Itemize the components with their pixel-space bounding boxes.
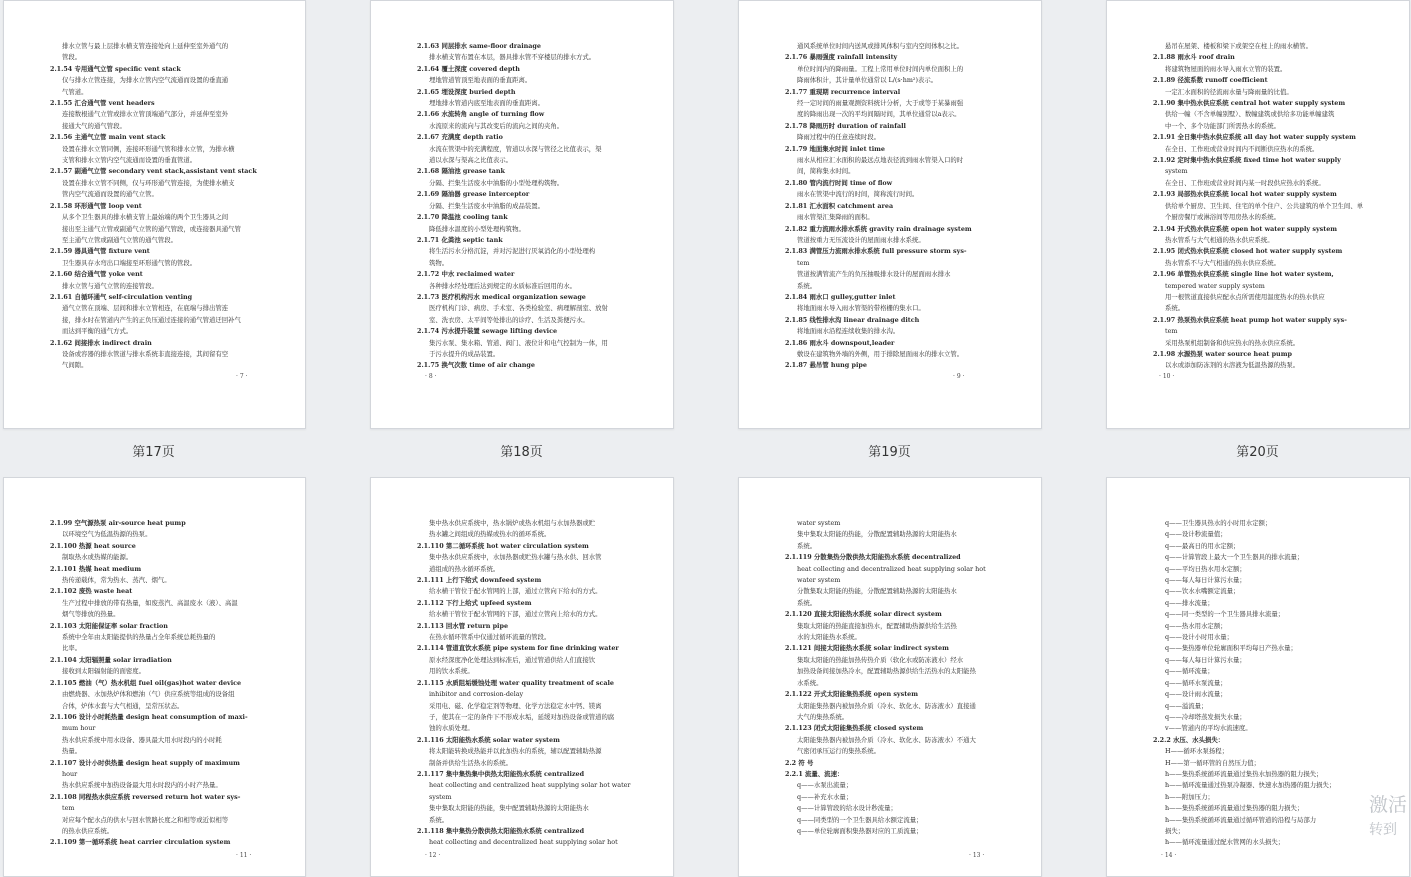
text-line: 气间隙。: [62, 361, 88, 370]
text-line: q——集热器单位轮廓面积平均每日产热水量；: [1165, 644, 1297, 653]
text-line: 集中集取太阳能的热能，分散配置辅助热源的太阳能热水: [797, 530, 957, 539]
page-thumbnail-21[interactable]: [3, 477, 306, 877]
text-line: water system: [797, 519, 841, 527]
page-text: [1153, 518, 1383, 849]
text-line: tem: [62, 804, 75, 813]
text-line: q——水泵出流量；: [797, 781, 853, 790]
text-line: 排水横支管布置在本层，器具排水管不穿楼层的排水方式。: [429, 53, 596, 62]
text-line: 2.1.123 闭式太阳能集热系统 closed system: [785, 724, 924, 733]
text-line: 集污水泵、集水箱、管道、阀门、液位计和电气控制为一体，用: [429, 338, 608, 347]
text-line: q——排水流量；: [1165, 598, 1214, 607]
text-line: 用的饮水系统。: [429, 667, 474, 676]
text-line: 系统。: [797, 541, 817, 550]
text-line: 2.1.79 地面集水时间 inlet time: [785, 144, 885, 153]
page-number: · 7 ·: [236, 373, 248, 380]
text-line: 接通大气的通气管段。: [62, 121, 126, 130]
page-text: [417, 518, 647, 849]
text-line: 2.1.102 废热 waste heat: [50, 587, 133, 596]
text-line: 管道按重力无压流设计的屋面雨水排水系统。: [797, 235, 925, 244]
text-line: q——循环水泵流量；: [1165, 678, 1227, 687]
text-line: 大气的集热系统。: [797, 712, 849, 721]
text-line: 道组成的热水循环系统。: [429, 564, 500, 573]
text-line: 间，简称集水时间。: [797, 167, 855, 176]
text-line: q——冷却塔蒸发损失水量；: [1165, 712, 1246, 721]
text-line: h——集热系统循环流量通过集热水加热器的阻力损失；: [1165, 769, 1323, 778]
page-caption-17[interactable]: 第17页: [132, 445, 175, 460]
text-line: 管段。: [62, 53, 82, 62]
text-line: 2.1.82 重力流雨水排水系统 gravity rain drainage system: [785, 224, 972, 233]
text-line: 供给单个厨房、卫生间、住宅的单个住户、公共建筑的单个卫生间、单: [1165, 201, 1364, 210]
text-line: 设置在排水立管同侧，连接环形通气管和排水立管，为排水横: [62, 144, 235, 153]
text-line: 2.1.91 全日集中热水供应系统 all day hot water supply system: [1153, 133, 1356, 142]
text-line: 经一定时间的雨量观测资料统计分析，大于或等于某暴雨强: [797, 99, 964, 108]
text-line: 个厨房餐厅或淋浴间等用房热水的系统。: [1165, 213, 1281, 222]
text-line: 2.1.94 开式热水供应系统 open hot water supply system: [1153, 224, 1338, 233]
page-number: · 13 ·: [969, 852, 985, 859]
text-line: 排水立管与最上层排水横支管连接处向上延伸至室外通气的: [62, 42, 229, 50]
text-line: 管内空气流通而设置的通气立管。: [62, 190, 158, 199]
text-line: h——附加压力；: [1165, 792, 1214, 801]
text-line: 2.1.84 雨水口 gulley,gutter inlet: [785, 292, 896, 301]
text-line: 中一个、多个功能部门所需热水的系统。: [1165, 121, 1281, 130]
text-line: q——平均日热水用水定额；: [1165, 564, 1246, 573]
text-line: q——热水用水定额；: [1165, 621, 1227, 630]
text-line: 2.1.120 直接太阳能热水系统 solar direct system: [785, 610, 942, 619]
text-line: 2.1.78 降雨历时 duration of rainfall: [785, 121, 906, 130]
text-line: 蚀的水质处理。: [429, 724, 474, 733]
text-line: q——每人每日计算污水量；: [1165, 655, 1246, 664]
text-line: 在全日、工作班或营业时间内不间断供应热水的系统。: [1165, 144, 1319, 153]
text-line: 2.1.117 集中集热集中供热太阳能热水系统 centralized: [417, 769, 585, 778]
page-number: · 14 ·: [1161, 852, 1177, 859]
text-line: 2.1.112 下行上给式 upfeed system: [417, 598, 532, 607]
text-line: 2.1.83 满管压力流雨水排水系统 full pressure storm sys-: [785, 247, 967, 256]
text-line: 2.1.105 燃油（气）热水机组 fuel oil(gas)hot water device: [50, 678, 242, 687]
text-line: 2.1.55 汇合通气管 vent headers: [50, 99, 155, 108]
text-line: 2.1.69 隔油器 grease interceptor: [417, 190, 530, 199]
page-caption-19[interactable]: 第19页: [868, 445, 911, 460]
text-line: 给水横干管位于配水管网的上部，通过立管向下给水的方式。: [429, 587, 602, 596]
text-line: 采用电、磁、化学稳定剂等物理、化学方法稳定水中钙、镁离: [429, 701, 602, 710]
text-line: 比率。: [62, 644, 82, 653]
text-line: 2.1.54 专用通气立管 specific vent stack: [50, 64, 181, 73]
text-line: 集中热水供应系统中，水加热器或贮热水罐与热水供、回水管: [429, 553, 602, 562]
text-line: h——循环流量通过配水管网的水头损失；: [1165, 838, 1285, 847]
text-line: 2.1.96 单管热水供应系统 single line hot water system,: [1153, 270, 1334, 279]
text-line: 热水供应系统中加热设备最大用水时段内的小时产热量。: [62, 781, 222, 790]
text-line: 分隔、拦集生活废水中油脂的小型处理构筑物。: [429, 178, 564, 187]
page-text: [785, 41, 1015, 372]
text-line: 2.1.73 医疗机构污水 medical organization sewage: [417, 292, 586, 301]
text-line: 系统。: [797, 598, 817, 607]
text-line: 2.1.92 定时集中热水供应系统 fixed time hot water supply: [1153, 156, 1341, 165]
text-line: 2.1.118 集中集热分散供热太阳能热水系统 centralized: [417, 826, 585, 835]
text-line: q——设计雨水流量；: [1165, 690, 1227, 699]
text-line: 2.1.95 闭式热水供应系统 closed hot water supply system: [1153, 247, 1343, 256]
text-line: 水流原来的流向与其改变后的流向之间的夹角。: [429, 121, 564, 130]
text-line: 集中集取太阳能的热能，集中配置辅助热源的太阳能热水: [429, 804, 589, 813]
text-line: 采用热泵机组制备和供应热水的热水供应系统。: [1165, 338, 1300, 347]
text-line: 水流在管渠中的充满程度，管道以水深与管径之比值表示，渠: [429, 144, 602, 153]
text-line: 埋地管道管顶至地表面的垂直距离。: [429, 76, 532, 85]
page-text: [785, 518, 1015, 837]
text-line: 2.1.62 间接排水 indirect drain: [50, 338, 152, 347]
text-line: 度的降雨出现一次的平均间隔时间，其单位通常以a表示。: [797, 110, 961, 119]
text-line: 热水罐之间组成的热媒或热水的循环系统。: [429, 530, 551, 539]
text-line: 太阳能集热器内被加热介质（冷水、软化水、防冻液水）直接通: [797, 701, 976, 710]
text-line: 2.1.99 空气源热泵 air-source heat pump: [50, 519, 186, 527]
text-line: 2.1.103 太阳能保证率 solar fraction: [50, 621, 168, 630]
text-line: 系统。: [429, 815, 449, 824]
text-line: 设置在排水立管不同侧，仅与环形通气管连接，为使排水横支: [62, 178, 235, 187]
text-line: 2.1.63 同层排水 same-floor drainage: [417, 42, 541, 50]
text-line: 子，使其在一定的条件下不形成水垢，延缓对加热设备或管道的腐: [429, 712, 615, 721]
page-caption-18[interactable]: 第18页: [500, 445, 543, 460]
text-line: 2.1.61 自循环通气 self-circulation venting: [50, 292, 193, 301]
text-line: 各种排水经处理后达到规定的水质标准后回用的水。: [429, 281, 576, 290]
text-line: 2.1.59 器具通气管 fixture vent: [50, 247, 150, 256]
page-thumbnail-22[interactable]: [370, 477, 674, 877]
text-line: 2.1.68 隔油池 grease tank: [417, 167, 505, 176]
text-line: q——设计秒流量值；: [1165, 530, 1227, 539]
text-line: 2.1.89 径流系数 runoff coefficient: [1153, 76, 1268, 85]
page-number: · 12 ·: [425, 852, 441, 859]
text-line: 降低排水温度的小型处理构筑物。: [429, 224, 525, 233]
text-line: 2.1.108 同程热水供应系统 reversed return hot water sys-: [50, 792, 241, 801]
page-number: · 8 ·: [425, 373, 437, 380]
text-line: 制备并供给生活热水的系统。: [429, 758, 513, 767]
text-line: q——计算管段上最大一个卫生器具的排水流量；: [1165, 553, 1304, 562]
text-line: 2.1.64 覆土深度 covered depth: [417, 64, 520, 73]
text-line: 管道按满管流产生的负压抽吸排水设计的屋面雨水排水: [797, 270, 951, 279]
text-line: 医疗机构门诊、病房、手术室、各类检验室、病理解剖室、放射: [429, 304, 608, 313]
text-line: 供给一幢（不含单幢别墅）、数幢建筑或供给多功能单幢建筑: [1165, 110, 1335, 119]
text-line: 2.1.121 间接太阳能热水系统 solar indirect system: [785, 644, 949, 653]
page-number: · 10 ·: [1159, 373, 1175, 380]
text-line: 2.1.100 热源 heat source: [50, 541, 136, 550]
text-line: h——集热系统循环流量通过集热器的阻力损失；: [1165, 804, 1304, 813]
page-thumbnail-18[interactable]: [370, 0, 674, 429]
text-line: 接，排水时在管道内产生的正负压通过连接的通气管道迂回补气: [62, 315, 241, 324]
page-caption-20[interactable]: 第20页: [1236, 445, 1279, 460]
text-line: hour: [62, 769, 78, 778]
text-line: 雨水在管渠中流行的时间，简称流行时间。: [797, 190, 919, 199]
text-line: 2.1.85 线性排水沟 linear drainage ditch: [785, 315, 920, 324]
text-line: system: [1165, 167, 1188, 176]
text-line: 而达到平衡的通气方式。: [62, 327, 133, 336]
text-line: 单位时间内的降雨量。工程上常用单位时间内单位面积上的: [797, 64, 964, 73]
text-line: 集中热水供应系统中，热水锅炉或热水机组与水加热器或贮: [429, 519, 596, 527]
text-line: 热传递载体，常为热水、蒸汽、烟气。: [62, 576, 171, 585]
text-line: inhibitor and corrosion-delay: [429, 690, 524, 699]
text-line: 室、洗衣房、太平间等处排出的诊疗、生活及粪便污水。: [429, 315, 589, 324]
text-line: q——设计小时用水量；: [1165, 633, 1233, 642]
text-line: 2.1.113 回水管 return pipe: [417, 621, 509, 630]
text-line: 雨水从相应汇水面积的最远点地表径流到雨水管渠入口的时: [797, 156, 964, 165]
text-line: 2.1.72 中水 reclaimed water: [417, 270, 515, 279]
text-line: 在全日、工作班或营业时间内某一时段供应热水的系统。: [1165, 178, 1325, 187]
text-line: 烟气等排放的热量。: [62, 610, 120, 619]
text-line: 2.1.66 水流转角 angle of turning flow: [417, 110, 545, 119]
text-line: 接收到太阳辐射能的面密度。: [62, 667, 146, 676]
text-line: H——第一循环管的自然压力值；: [1165, 758, 1261, 767]
text-line: v——管道内的平均水流速度。: [1165, 724, 1252, 733]
text-line: 2.1.80 管内流行时间 time of flow: [785, 178, 893, 187]
text-line: 系统。: [797, 281, 817, 290]
text-line: 给水横干管位于配水管网的下部，通过立管向上给水的方式。: [429, 610, 602, 619]
text-line: 埋地排水管道内底至地表面的垂直距离。: [429, 99, 545, 108]
page-number: · 9 ·: [953, 373, 965, 380]
text-line: 将地面雨水沿程连续收集的排水沟。: [797, 327, 900, 336]
text-line: q——卫生器具热水的小时用水定额；: [1165, 519, 1272, 527]
text-line: 2.2.1 流量、流速：: [785, 769, 844, 778]
text-line: 分隔、拦集生活废水中油脂的成品装置。: [429, 201, 545, 210]
text-line: 2.1.65 埋设深度 buried depth: [417, 87, 516, 96]
page-thumbnail-17[interactable]: [3, 0, 306, 429]
text-line: 敷设在建筑物外墙的外侧，用于排除屋面雨水的排水立管。: [797, 349, 964, 358]
text-line: 集取太阳能的热能直接加热水，配置辅助热源供给生活热: [797, 621, 957, 630]
text-line: 将地面雨水导入雨水管渠的带格栅的集水口。: [797, 304, 925, 313]
text-line: 2.1.88 雨水斗 roof drain: [1153, 53, 1235, 62]
text-line: mum hour: [62, 724, 96, 733]
text-line: 2.1.60 结合通气管 yoke vent: [50, 270, 143, 279]
text-line: 设备或容器的排水管道与排水系统非直接连接，其间留有空: [62, 349, 229, 358]
page-thumbnail-19[interactable]: [738, 0, 1042, 429]
text-line: 对应每个配水点的供水与回水管路长度之和相等或近似相等: [62, 815, 229, 824]
text-line: 以水或添加防冻剂的水溶液为低温热源的热泵。: [1165, 361, 1300, 370]
text-line: 通风系统单位时间内送风或排风体积与室内空间体积之比。: [797, 42, 964, 50]
text-line: 由燃烧器、水加热炉体和燃油（气）供应系统等组成的设备组: [62, 690, 235, 699]
text-line: 分散集取太阳能的热能，分散配置辅助热源的太阳能热水: [797, 587, 957, 596]
text-line: 卫生器具存水弯出口端接至环形通气管的管段。: [62, 258, 197, 267]
text-line: 热水供应系统中用水设备、器具最大用水时段内的小时耗: [62, 735, 222, 744]
text-line: 2.1.109 第一循环系统 heat carrier circulation system: [50, 838, 231, 847]
text-line: 水的太阳能热水系统。: [797, 633, 861, 642]
activation-watermark-line2: 转到: [1368, 822, 1397, 838]
text-line: 制取热水或热媒的能源。: [62, 553, 133, 562]
text-line: q——同类型的一个卫生器具给水额定流量；: [797, 815, 923, 824]
text-line: H——循环水泵扬程；: [1165, 747, 1229, 756]
text-line: h——循环流量通过热泵冷凝器、快速水加热器的阻力损失；: [1165, 781, 1336, 790]
text-line: tem: [797, 258, 810, 267]
text-line: 一定汇水面积的径流雨水量与降雨量的比值。: [1165, 87, 1293, 96]
text-line: 以环境空气为低温热源的热泵。: [62, 530, 152, 539]
text-line: 降雨过程中的任意连续时段。: [797, 133, 881, 142]
text-line: 2.1.116 太阳能热水系统 solar water system: [417, 735, 560, 744]
text-line: 气管道。: [62, 87, 88, 96]
text-line: 2.1.56 主通气立管 main vent stack: [50, 133, 166, 142]
text-line: 2.1.76 暴雨强度 rainfall intensity: [785, 53, 898, 62]
text-line: 加热设备间接加热冷水，配置辅助热源供给生活热水的太阳能热: [797, 667, 976, 676]
text-line: water system: [797, 576, 841, 585]
text-line: 2.1.86 雨水斗 downspout,leader: [785, 338, 895, 347]
text-line: tem: [1165, 327, 1178, 336]
text-line: 2.1.93 局部热水供应系统 local hot water supply system: [1153, 190, 1337, 199]
text-line: 连接数根通气立管或排水立管顶端通气部分，并延伸至室外: [62, 110, 229, 119]
page-text: [1153, 41, 1383, 372]
text-line: q——同一类型的一个卫生器具排水流量；: [1165, 610, 1285, 619]
text-line: 2.1.115 水质阻垢缓蚀处理 water quality treatment of scale: [417, 678, 614, 687]
text-line: 接出至主通气立管或副通气立管的通气管段，或连接器具通气管: [62, 224, 241, 233]
page-text: [50, 518, 279, 849]
text-line: 悬吊在屋架、楼板和梁下或架空在柱上的雨水横管。: [1165, 42, 1312, 50]
text-line: 2.1.67 充满度 depth ratio: [417, 133, 503, 142]
text-line: 将生活污水分格沉淀，并对污泥进行厌氧消化的小型处理构: [429, 247, 596, 256]
text-line: q——最高日的用水定额；: [1165, 541, 1240, 550]
text-line: 热量。: [62, 747, 82, 756]
text-line: 生产过程中排放的带有热量，如废蒸汽、高温废水（液）、高温: [62, 598, 238, 607]
text-line: 2.1.87 悬吊管 hung pipe: [785, 361, 867, 370]
activation-watermark-line1: 激活: [1368, 794, 1407, 816]
text-line: system: [429, 792, 452, 801]
page-thumbnail-20[interactable]: [1106, 0, 1410, 429]
text-line: 2.1.111 上行下给式 downfeed system: [417, 576, 542, 585]
text-line: heat collecting and centralized heat supplying solar hot water: [429, 781, 631, 790]
text-line: 损失；: [1165, 826, 1185, 835]
text-line: q——循环流量；: [1165, 667, 1214, 676]
text-line: 将太阳能转换成热能并以此加热水的系统，辅以配置辅助热源: [429, 747, 602, 756]
text-line: 降雨体积计，其计量单位通常以 L/(s·hm²)表示。: [797, 76, 938, 85]
text-line: q——单位轮廓面积集热器对应的工质流量；: [797, 826, 923, 835]
text-line: 热水管系不与大气相通的热水供应系统。: [1165, 258, 1281, 267]
page-number: · 11 ·: [236, 852, 252, 859]
text-line: 用一根管道直接供应配水点所需使用温度热水的热水供应: [1165, 292, 1325, 301]
text-line: 道以水深与渠高之比值表示。: [429, 156, 513, 165]
text-line: 筑物。: [429, 258, 449, 267]
text-line: heat collecting and decentralized heat supplying solar hot: [797, 564, 986, 573]
text-line: 2.1.90 集中热水供应系统 central hot water supply system: [1153, 99, 1346, 108]
text-line: 仅与排水立管连接，为排水立管内空气流通而设置的垂直通: [62, 76, 229, 85]
text-line: q——每人每日计算污水量；: [1165, 576, 1246, 585]
text-line: 从多个卫生器具的排水横支管上最始端的两个卫生器具之间: [62, 213, 229, 222]
text-line: 2.1.71 化粪池 septic tank: [417, 235, 503, 244]
text-line: 热水管系与大气相通的热水供应系统。: [1165, 235, 1274, 244]
text-line: 集取太阳能的热能加热传热介质（软化水或防冻液水）经水: [797, 655, 964, 664]
text-line: 2.2 符 号: [785, 758, 814, 767]
page-thumbnail-24[interactable]: [1106, 477, 1410, 877]
text-line: q——饮水水嘴额定流量；: [1165, 587, 1240, 596]
text-line: 2.1.106 设计小时耗热量 design heat consumption of maxi-: [50, 712, 248, 721]
text-line: 2.2.2 水压、水头损失：: [1153, 735, 1225, 744]
text-line: 2.1.122 开式太阳能集热系统 open system: [785, 690, 919, 699]
text-line: 2.1.101 热媒 heat medium: [50, 564, 142, 573]
text-line: 2.1.58 环形通气管 loop vent: [50, 201, 142, 210]
page-text: [417, 41, 647, 372]
text-line: 水系统。: [797, 678, 823, 687]
text-line: 于污水提升的成品装置。: [429, 349, 500, 358]
page-text: [50, 41, 279, 372]
text-line: h——集热系统循环流量通过循环管道的沿程与局部力: [1165, 815, 1317, 824]
text-line: 2.1.74 污水提升装置 sewage lifting device: [417, 327, 558, 336]
text-line: 气密闭承压运行的集热系统。: [797, 747, 881, 756]
text-line: 太阳能集热器内被加热介质（冷水、软化水、防冻液水）不通大: [797, 735, 976, 744]
text-line: 2.1.75 换气次数 time of air change: [417, 361, 535, 370]
text-line: 通气立管在顶端、层间和排水立管相连，在底端与排出管连: [62, 304, 229, 313]
text-line: 将建筑物屋面的雨水导入雨水立管的装置。: [1165, 64, 1287, 73]
text-line: 排水立管与通气立管的连接管段。: [62, 281, 158, 290]
text-line: q——溢流量；: [1165, 701, 1208, 710]
text-line: 2.1.70 降温池 cooling tank: [417, 213, 508, 222]
text-line: q——计算管段的给水设计秒流量；: [797, 804, 897, 813]
text-line: 2.1.77 重现期 recurrence interval: [785, 87, 901, 96]
text-line: 2.1.119 分散集热分散供热太阳能热水系统 decentralized: [785, 553, 961, 562]
text-line: 系统。: [1165, 304, 1185, 313]
text-line: q——补充水水量；: [797, 792, 853, 801]
text-line: 2.1.97 热泵热水供应系统 heat pump hot water supply sys-: [1153, 315, 1347, 324]
text-line: 的热水供应系统。: [62, 826, 114, 835]
text-line: 2.1.98 水源热泵 water source heat pump: [1153, 349, 1292, 358]
text-line: 合体，炉体水套与大气相通，呈常压状态。: [62, 701, 184, 710]
text-line: 2.1.110 第二循环系统 hot water circulation system: [417, 541, 589, 550]
text-line: 在热水循环管系中仅通过循环流量的管段。: [429, 633, 551, 642]
text-line: 2.1.107 设计小时供热量 design heat supply of maximum: [50, 758, 240, 767]
text-line: 2.1.57 副通气立管 secondary vent stack,assistant vent stack: [50, 167, 257, 176]
text-line: 至主通气立管或副通气立管的通气管段。: [62, 235, 178, 244]
text-line: 2.1.81 汇水面积 catchment area: [785, 201, 894, 210]
text-line: 雨水管渠汇集降雨的面积。: [797, 213, 874, 222]
text-line: 2.1.114 管道直饮水系统 pipe system for fine drinking water: [417, 644, 619, 653]
text-line: tempered water supply system: [1165, 281, 1265, 290]
text-line: 支管和排水立管内空气流通而设置的垂直管道。: [62, 156, 197, 165]
text-line: 2.1.104 太阳辐照量 solar irradiation: [50, 655, 172, 664]
activation-watermark: [1369, 790, 1407, 839]
text-line: 原水经深度净化处理达到标准后，通过管道供给人们直接饮: [429, 655, 596, 664]
page-thumbnail-23[interactable]: [738, 477, 1042, 877]
text-line: heat collecting and decentralized heat supplying solar hot: [429, 838, 618, 847]
text-line: 系统中全年由太阳能提供的热量占全年系统总耗热量的: [62, 633, 216, 642]
